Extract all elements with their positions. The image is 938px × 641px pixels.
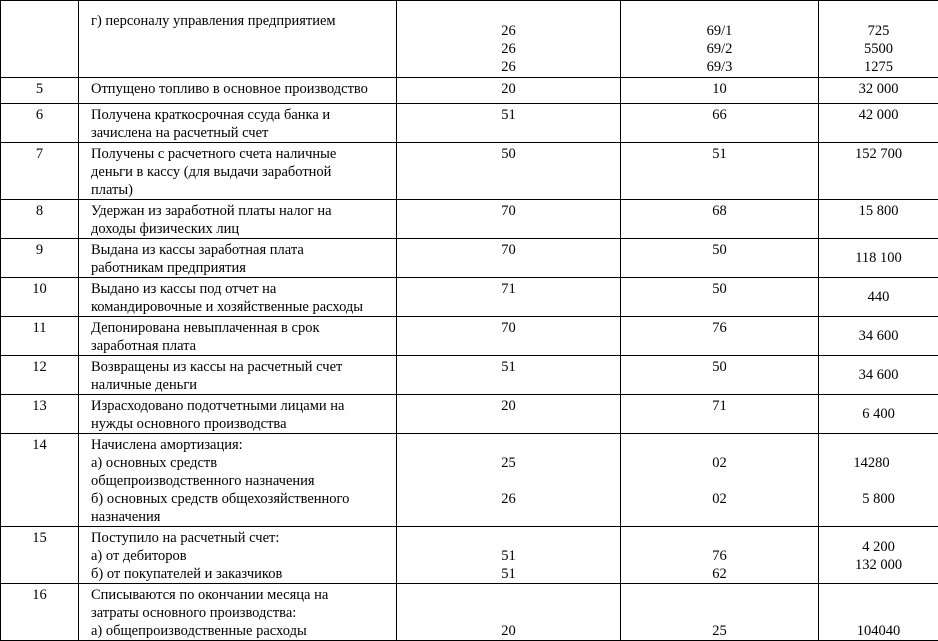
amount: 440: [819, 278, 938, 317]
amount: 15 800: [819, 200, 938, 239]
debit-account: 26 26 26: [397, 1, 621, 78]
row-number: 16: [1, 584, 79, 641]
table-row: [1, 200, 938, 239]
amount: 14280 5 800: [819, 434, 938, 527]
operation-description: Возвращены из кассы на расчетный счет наличные деньги: [79, 356, 397, 395]
row-number: 7: [1, 143, 79, 200]
row-number: 10: [1, 278, 79, 317]
credit-account: 76 62: [621, 527, 819, 584]
operation-description: Выдана из кассы заработная плата работникам предприятия: [79, 239, 397, 278]
row-number: 9: [1, 239, 79, 278]
debit-account: 51: [397, 356, 621, 395]
credit-account: 76: [621, 317, 819, 356]
debit-account: 25 26: [397, 434, 621, 527]
credit-account: 68: [621, 200, 819, 239]
amount: 4 200 132 000: [819, 527, 938, 584]
row-number: 11: [1, 317, 79, 356]
row-number: 8: [1, 200, 79, 239]
amount: 118 100: [819, 239, 938, 278]
credit-account: 50: [621, 356, 819, 395]
amount: 152 700: [819, 143, 938, 200]
table-row: [1, 356, 938, 395]
operation-description: Выдано из кассы под отчет на командировочные и хозяйственные расходы: [79, 278, 397, 317]
credit-account: 02 02: [621, 434, 819, 527]
amount: 6 400: [819, 395, 938, 434]
table-row: [1, 395, 938, 434]
operation-description: Получены с расчетного счета наличные деньги в кассу (для выдачи заработной платы): [79, 143, 397, 200]
credit-account: 51: [621, 143, 819, 200]
debit-account: 20: [397, 584, 621, 641]
debit-account: 20: [397, 395, 621, 434]
credit-account: 25: [621, 584, 819, 641]
amount: 104040: [819, 584, 938, 641]
debit-account: 20: [397, 78, 621, 104]
debit-account: 70: [397, 317, 621, 356]
table-row: [1, 104, 938, 143]
operation-description: Израсходовано подотчетными лицами на нужды основного производства: [79, 395, 397, 434]
table-row: [1, 278, 938, 317]
operation-description: Начислена амортизация: а) основных средств общепроизводственного назначения б) основных средств общехозяйственного назначения: [79, 434, 397, 527]
table-row: [1, 1, 938, 78]
table-row: [1, 143, 938, 200]
debit-account: 70: [397, 239, 621, 278]
table-row: [1, 584, 938, 641]
amount: 34 600: [819, 317, 938, 356]
credit-account: 66: [621, 104, 819, 143]
row-number: 14: [1, 434, 79, 527]
row-number: 12: [1, 356, 79, 395]
operation-description: Удержан из заработной платы налог на доходы физических лиц: [79, 200, 397, 239]
amount: 34 600: [819, 356, 938, 395]
row-number: 15: [1, 527, 79, 584]
table-row: [1, 434, 938, 527]
row-number: 13: [1, 395, 79, 434]
operation-description: Депонирована невыплаченная в срок заработная плата: [79, 317, 397, 356]
operation-description: Отпущено топливо в основное производство: [79, 78, 397, 104]
operation-description: г) персоналу управления предприятием: [79, 1, 397, 78]
credit-account: 50: [621, 278, 819, 317]
debit-account: 70: [397, 200, 621, 239]
table-row: [1, 527, 938, 584]
table-row: [1, 317, 938, 356]
amount: 42 000: [819, 104, 938, 143]
operation-description: Получена краткосрочная ссуда банка и зачислена на расчетный счет: [79, 104, 397, 143]
row-number: 5: [1, 78, 79, 104]
operation-description: Поступило на расчетный счет: а) от дебиторов б) от покупателей и заказчиков: [79, 527, 397, 584]
credit-account: 71: [621, 395, 819, 434]
amount: 32 000: [819, 78, 938, 104]
credit-account: 10: [621, 78, 819, 104]
row-number: [1, 1, 79, 78]
debit-account: 51: [397, 104, 621, 143]
debit-account: 71: [397, 278, 621, 317]
operation-description: Списываются по окончании месяца на затраты основного производства: а) общепроизводственные расходы: [79, 584, 397, 641]
credit-account: 69/1 69/2 69/3: [621, 1, 819, 78]
table-row: [1, 239, 938, 278]
credit-account: 50: [621, 239, 819, 278]
debit-account: 51 51: [397, 527, 621, 584]
row-number: 6: [1, 104, 79, 143]
table-row: [1, 78, 938, 104]
debit-account: 50: [397, 143, 621, 200]
amount: 725 5500 1275: [819, 1, 938, 78]
